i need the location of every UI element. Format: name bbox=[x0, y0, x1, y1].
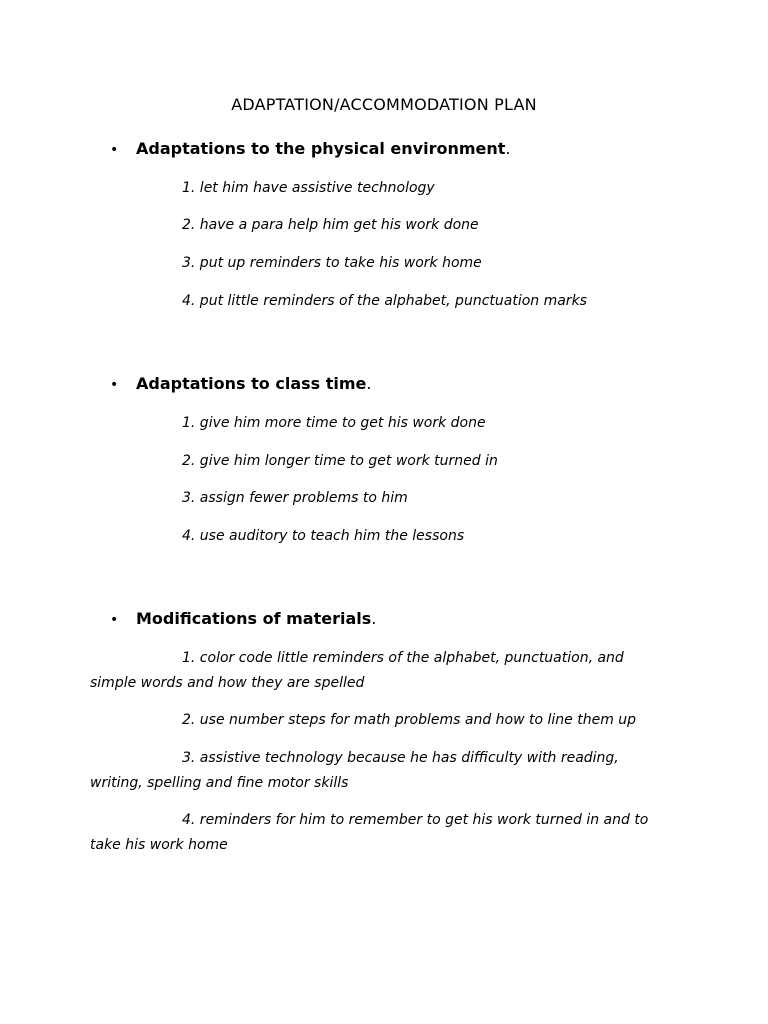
list-item: 4. use auditory to teach him the lessons bbox=[182, 528, 465, 544]
list-item: 4. put little reminders of the alphabet, punctuation marks bbox=[182, 293, 587, 309]
bullet-icon: • bbox=[110, 377, 119, 393]
list-item: 1. let him have assistive technology bbox=[182, 180, 435, 196]
list-item: 3. assign fewer problems to him bbox=[182, 490, 408, 506]
section-heading-physical-environment: • Adaptations to the physical environment. bbox=[110, 139, 511, 158]
list-item: 3. assistive technology because he has difficulty with reading, writing, spelling and fine motor skills bbox=[90, 750, 619, 791]
list-item: 4. reminders for him to remember to get his work turned in and to take his work home bbox=[90, 812, 649, 853]
bullet-icon: • bbox=[110, 142, 119, 158]
list-item: 1. color code little reminders of the alphabet, punctuation, and simple words and how they are spelled bbox=[90, 650, 624, 691]
section-heading-class-time: • Adaptations to class time. bbox=[110, 374, 372, 393]
list-item: 1. give him more time to get his work done bbox=[182, 415, 486, 431]
list-item: 2. have a para help him get his work done bbox=[182, 217, 479, 233]
list-item: 2. give him longer time to get work turned in bbox=[182, 453, 498, 469]
bullet-icon: • bbox=[110, 612, 119, 628]
list-item: 2. use number steps for math problems and how to line them up bbox=[182, 712, 637, 728]
list-item: 3. put up reminders to take his work home bbox=[182, 255, 482, 271]
page-title: ADAPTATION/ACCOMMODATION PLAN bbox=[231, 95, 537, 114]
section-heading-materials: • Modifications of materials. bbox=[110, 609, 377, 628]
